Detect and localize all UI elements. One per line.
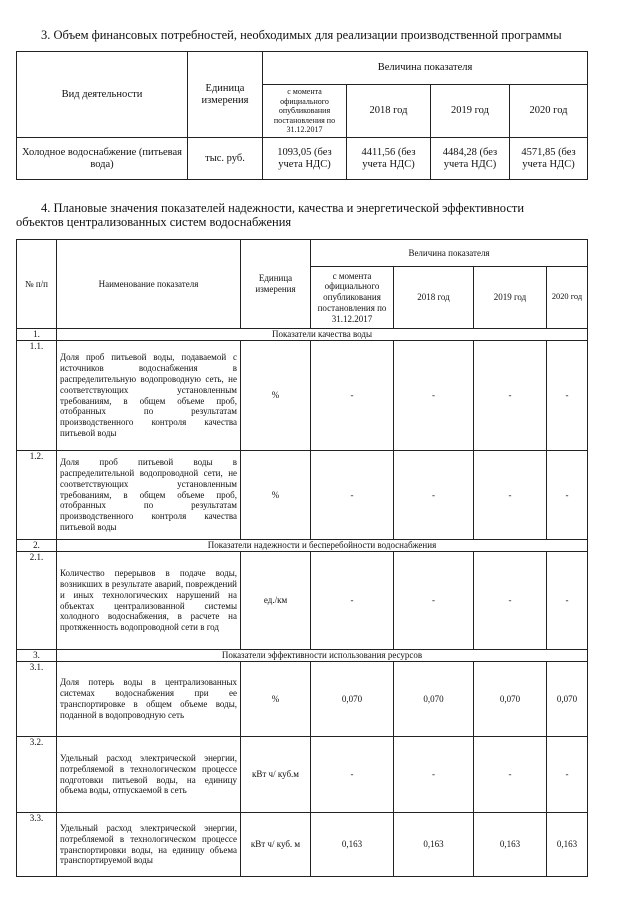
section-title: Показатели качества воды: [57, 329, 588, 341]
header-activity: Вид деятельности: [17, 52, 188, 138]
row-name: Количество перерывов в подаче воды, возникших в результате аварий, повреждений и иных технологических нарушений на объектах централизованной системы холодного водоснабжения, в расчете на протяженность водопроводной сети в год: [57, 552, 241, 650]
header-name: Наименование показателя: [57, 240, 241, 329]
row-2018: -: [394, 451, 474, 540]
row-unit: %: [241, 341, 311, 451]
header-2020: 2020 год: [510, 85, 588, 138]
section-title: Показатели надежности и бесперебойности водоснабжения: [57, 540, 588, 552]
header-value: Величина показателя: [311, 240, 588, 267]
row-2019: -: [474, 341, 547, 451]
section-num: 1.: [17, 329, 57, 341]
cell-activity: Холодное водоснабжение (питьевая вода): [17, 138, 188, 180]
row-unit: %: [241, 451, 311, 540]
table-row: [17, 451, 588, 540]
row-unit: кВт ч/ куб.м: [241, 737, 311, 813]
section4-heading-line1: 4. Плановые значения показателей надежности, качества и энергетической эффективности: [41, 201, 525, 215]
header-unit: Единица измерения: [241, 240, 311, 329]
row-2020: 0,070: [547, 662, 588, 737]
row-2020: -: [547, 451, 588, 540]
section-title: Показатели эффективности использования ресурсов: [57, 650, 588, 662]
financial-needs-table: [16, 51, 588, 180]
row-name: Удельный расход электрической энергии, потребляемой в технологическом процессе подготовки питьевой воды, на единицу объема воды, отпускаемой в сеть: [57, 737, 241, 813]
row-2020: -: [547, 341, 588, 451]
header-2020: 2020 год: [547, 267, 588, 329]
indicators-table: [16, 239, 588, 877]
row-2020: 0,163: [547, 813, 588, 877]
header-num: № п/п: [17, 240, 57, 329]
row-2019: -: [474, 552, 547, 650]
row-num: 2.1.: [17, 552, 57, 650]
table-row: [17, 341, 588, 451]
row-2019: 0,070: [474, 662, 547, 737]
row-name: Удельный расход электрической энергии, потребляемой в технологическом процессе транспортировки воды, на единицу объема транспортируемой воды: [57, 813, 241, 877]
row-2018: 0,163: [394, 813, 474, 877]
cell-2020: 4571,85 (без учета НДС): [510, 138, 588, 180]
table-row: [17, 813, 588, 877]
table-row: [17, 552, 588, 650]
row-num: 1.1.: [17, 341, 57, 451]
row-since: 0,070: [311, 662, 394, 737]
table-row: [17, 737, 588, 813]
section4-heading-line2: объектов централизованных систем водоснабжения: [16, 215, 292, 229]
row-since: 0,163: [311, 813, 394, 877]
row-since: -: [311, 552, 394, 650]
header-since: с момента официального опубликования постановления по 31.12.2017: [263, 85, 347, 138]
header-since: с момента официального опубликования постановления по 31.12.2017: [311, 267, 394, 329]
header-2018: 2018 год: [347, 85, 431, 138]
cell-unit: тыс. руб.: [188, 138, 263, 180]
row-name: Доля проб питьевой воды, подаваемой с источников водоснабжения в распределительную водопроводную сеть, не соответствующих установленным требованиям, в общем объеме проб, отобранных по результатам производственного контроля качества питьевой воды: [57, 341, 241, 451]
row-2018: 0,070: [394, 662, 474, 737]
section-row: [17, 329, 588, 341]
row-name: Доля проб питьевой воды в распределительной водопроводной сети, не соответствующих установленным требованиям, в общем объеме проб, отобранных по результатам производственного контроля качества питьевой воды: [57, 451, 241, 540]
cell-2018: 4411,56 (без учета НДС): [347, 138, 431, 180]
row-unit: %: [241, 662, 311, 737]
header-value: Величина показателя: [263, 52, 588, 85]
header-unit: Единица измерения: [188, 52, 263, 138]
row-2019: -: [474, 451, 547, 540]
row-num: 3.2.: [17, 737, 57, 813]
row-2020: -: [547, 737, 588, 813]
section-row: [17, 650, 588, 662]
row-since: -: [311, 737, 394, 813]
section-row: [17, 540, 588, 552]
row-unit: ед./км: [241, 552, 311, 650]
row-2018: -: [394, 737, 474, 813]
row-2018: -: [394, 341, 474, 451]
row-since: -: [311, 451, 394, 540]
table-row: [17, 138, 588, 180]
header-2019: 2019 год: [431, 85, 510, 138]
section-num: 3.: [17, 650, 57, 662]
section-num: 2.: [17, 540, 57, 552]
row-2019: 0,163: [474, 813, 547, 877]
row-num: 3.1.: [17, 662, 57, 737]
row-since: -: [311, 341, 394, 451]
table-row: [17, 662, 588, 737]
header-2019: 2019 год: [474, 267, 547, 329]
row-name: Доля потерь воды в централизованных системах водоснабжения при ее транспортировке в общем объеме воды, поданной в водопроводную сеть: [57, 662, 241, 737]
header-2018: 2018 год: [394, 267, 474, 329]
row-2018: -: [394, 552, 474, 650]
row-num: 3.3.: [17, 813, 57, 877]
row-unit: кВт ч/ куб. м: [241, 813, 311, 877]
section3-heading: 3. Объем финансовых потребностей, необходимых для реализации производственной программы: [41, 28, 562, 42]
row-num: 1.2.: [17, 451, 57, 540]
row-2020: -: [547, 552, 588, 650]
cell-2019: 4484,28 (без учета НДС): [431, 138, 510, 180]
cell-since: 1093,05 (без учета НДС): [263, 138, 347, 180]
row-2019: -: [474, 737, 547, 813]
